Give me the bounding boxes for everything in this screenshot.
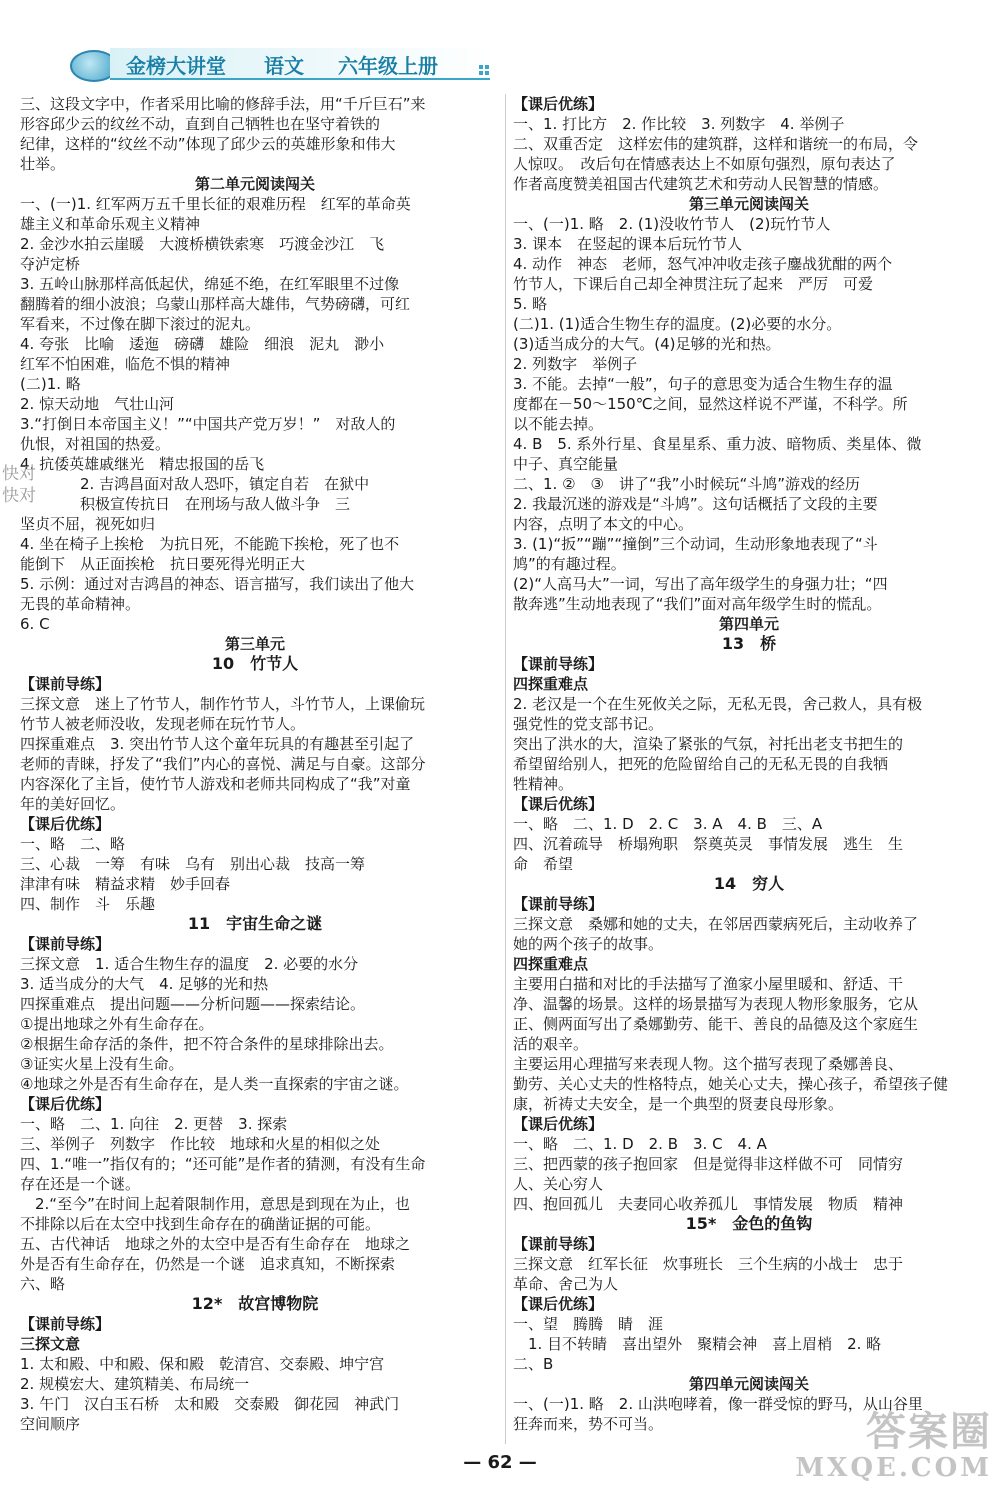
answer-line: 四、制作 斗 乐趣 <box>20 895 156 913</box>
section-tag: 【课后优练】 <box>20 1095 111 1113</box>
answer-line: 三、把西蒙的孩子抱回家 但是觉得非这样做不可 同情穷 <box>513 1155 904 1173</box>
answer-line: 3. (1)“扳”“蹦”“撞倒”三个动词，生动形象地表现了“斗 <box>513 535 878 553</box>
answer-line: 强党性的党支部书记。 <box>513 715 664 733</box>
answer-line: 四、抱回孤儿 夫妻同心收养孤儿 事情发展 物质 精神 <box>513 1195 904 1213</box>
answer-line: 突出了洪水的大，渲染了紧张的气氛，衬托出老支书把生的 <box>513 735 904 753</box>
answer-line: 翻腾着的细小波浪；乌蒙山那样高大雄伟，气势磅礴，可红 <box>20 295 411 313</box>
answer-line: 三探文意 红军长征 炊事班长 三个生病的小战士 忠于 <box>513 1255 904 1273</box>
grade-name: 六年级上册 <box>338 54 438 78</box>
section-tag: 【课后优练】 <box>513 1115 604 1133</box>
answer-line: 二、双重否定 这样宏伟的建筑群，这样和谐统一的布局，令 <box>513 135 919 153</box>
answer-line: 竹节人被老师没收，发现老师在玩竹节人。 <box>20 715 306 733</box>
answer-line: 勤劳、关心丈夫的性格特点，她关心丈夫，操心孩子，希望孩子健 <box>513 1075 949 1093</box>
answer-line: (2)“人高马大”一词，写出了高年级学生的身强力壮；“四 <box>513 575 888 593</box>
answer-line: 四、沉着疏导 桥塌殉职 祭奠英灵 事情发展 逃生 生 <box>513 835 904 853</box>
answer-line: 人、关心穷人 <box>513 1175 604 1193</box>
answer-line: 一、(一)1. 红军两万五千里长征的艰难历程 红军的革命英 <box>20 195 411 213</box>
answer-line: 红军不怕困难，临危不惧的精神 <box>20 355 231 373</box>
section-heading: 第三单元 <box>224 635 285 653</box>
answer-line: ②根据生命存活的条件，把不符合条件的星球排除出去。 <box>20 1035 394 1053</box>
answer-line: 以不能去掉。 <box>513 415 604 433</box>
answer-line: 三、举例子 列数字 作比较 地球和火星的相似之处 <box>20 1135 381 1153</box>
lesson-title: 15* 金色的鱼钩 <box>685 1214 813 1233</box>
answer-line: 年的美好回忆。 <box>20 795 126 813</box>
answer-line: 3. 午门 汉白玉石桥 太和殿 交泰殿 御花园 神武门 <box>20 1395 400 1413</box>
answer-line: 军看来，不过像在脚下滚过的泥丸。 <box>20 315 261 333</box>
answer-line: 坚贞不屈，视死如归 <box>20 515 156 533</box>
answer-line: 人惊叹。 改后句在情感表达上不如原句强烈，原句表达了 <box>513 155 896 173</box>
lesson-title: 10 竹节人 <box>211 654 299 673</box>
answer-line: 空间顺序 <box>20 1415 81 1433</box>
column-divider <box>505 94 506 1444</box>
answer-line: 3.“打倒日本帝国主义！”“中国共产党万岁！” 对敌人的 <box>20 415 396 433</box>
answer-line: 外是否有生命存在，仍然是一个谜 追求真知，不断探索 <box>20 1255 396 1273</box>
answer-line: ④地球之外是否有生命存在，是人类一直探索的宇宙之谜。 <box>20 1075 409 1093</box>
answer-line: 命 希望 <box>513 855 574 873</box>
subject-name: 语文 <box>264 54 304 78</box>
answer-line: 中子、真空能量 <box>513 455 619 473</box>
answer-line: 1. 目不转睛 喜出望外 聚精会神 喜上眉梢 2. 略 <box>513 1335 882 1353</box>
section-tag: 【课后优练】 <box>513 95 604 113</box>
answer-line: 仇恨，对祖国的热爱。 <box>20 435 171 453</box>
answer-line: 一、略 二、1. D 2. C 3. A 4. B 三、A <box>513 815 823 833</box>
answer-line: 一、(一)1. 略 2. 山洪咆哮着，像一群受惊的野马，从山谷里 <box>513 1395 923 1413</box>
section-tag: 【课后优练】 <box>513 1295 604 1313</box>
section-tag: 【课后优练】 <box>20 815 111 833</box>
answer-line: 5. 示例：通过对吉鸿昌的神态、语言描写，我们读出了他大 <box>20 575 415 593</box>
answer-line: 正、侧两面写出了桑娜勤劳、能干、善良的品德及这个家庭生 <box>513 1015 919 1033</box>
answer-line: 一、略 二、略 <box>20 835 126 853</box>
answer-line: 一、略 二、1. D 2. B 3. C 4. A <box>513 1135 767 1153</box>
answer-line: 活的艰辛。 <box>513 1035 589 1053</box>
section-tag: 【课前导练】 <box>20 935 111 953</box>
brand-name: 金榜大讲堂 <box>126 54 226 78</box>
answer-line: 五、古代神话 地球之外的太空中是否有生命存在 地球之 <box>20 1235 411 1253</box>
answer-line: 2.“至今”在时间上起着限制作用，意思是到现在为止，也 <box>20 1195 410 1213</box>
section-tag: 【课前导练】 <box>513 1235 604 1253</box>
answer-line: 纪律，这样的“纹丝不动”体现了邱少云的英雄形象和伟大 <box>20 135 396 153</box>
section-tag: 【课前导练】 <box>20 1315 111 1333</box>
answer-line: 三探文意 桑娜和她的丈夫，在邻居西蒙病死后，主动收养了 <box>513 915 919 933</box>
answer-line: 津津有味 精益求精 妙手回春 <box>20 875 231 893</box>
answer-line: 老师的青睐，抒发了“我们”内心的喜悦、满足与自豪。这部分 <box>20 755 426 773</box>
answer-line: 无畏的革命精神。 <box>20 595 141 613</box>
answer-line: 4. B 5. 系外行星、食星星系、重力波、暗物质、类星体、微 <box>513 435 922 453</box>
page-header <box>62 44 492 84</box>
answer-line: 3. 五岭山脉那样高低起伏，绵延不绝，在红军眼里不过像 <box>20 275 400 293</box>
answer-line: 2. 列数字 举例子 <box>513 355 638 373</box>
section-heading: 第四单元阅读闯关 <box>688 1375 809 1393</box>
answer-line: 作者高度赞美祖国古代建筑艺术和劳动人民智慧的情感。 <box>513 175 889 193</box>
section-tag: 【课前导练】 <box>513 655 604 673</box>
answer-line: 6. C <box>20 615 50 633</box>
answer-line: 她的两个孩子的故事。 <box>513 935 664 953</box>
answer-line: 内容，点明了本文的中心。 <box>513 515 694 533</box>
answer-line: 三探文意 迷上了竹节人，制作竹节人，斗竹节人，上课偷玩 <box>20 695 426 713</box>
app-stamp <box>2 463 36 507</box>
answer-line: 一、(一)1. 略 2. (1)没收竹节人 (2)玩竹节人 <box>513 215 831 233</box>
header-title-strip <box>110 48 490 80</box>
section-heading: 第三单元阅读闯关 <box>688 195 809 213</box>
answer-line: 夺泸定桥 <box>20 255 81 273</box>
answer-line: 牲精神。 <box>513 775 574 793</box>
answer-line: 一、望 腾腾 睛 涯 <box>513 1315 664 1333</box>
answer-line: ③证实火星上没有生命。 <box>20 1055 184 1073</box>
answer-line: 康，祈祷丈夫安全，是一个典型的贤妻良母形象。 <box>513 1095 844 1113</box>
lesson-title: 12* 故宫博物院 <box>191 1294 319 1313</box>
answer-line: 革命、舍己为人 <box>513 1275 619 1293</box>
answer-line: 散奔逃”生动地表现了“我们”面对高年级学生时的慌乱。 <box>513 595 882 613</box>
answer-line: 3. 课本 在竖起的课本后玩竹节人 <box>513 235 743 253</box>
answer-line: 狂奔而来，势不可当。 <box>513 1415 664 1433</box>
answer-line: 六、略 <box>20 1275 66 1293</box>
answer-line: 四探重难点 3. 突出竹节人这个童年玩具的有趣甚至引起了 <box>20 735 415 753</box>
answer-line: 2. 惊天动地 气壮山河 <box>20 395 175 413</box>
section-tag: 【课前导练】 <box>513 895 604 913</box>
page-number: — 62 — <box>463 1452 537 1473</box>
answer-line: 一、1. 打比方 2. 作比较 3. 列数字 4. 举例子 <box>513 115 845 133</box>
answer-line: ①提出地球之外有生命存在。 <box>20 1015 214 1033</box>
answer-line: 净、温馨的场景。这样的场景描写为表现人物形象服务，它从 <box>513 995 919 1013</box>
answer-line: 一、略 二、1. 向往 2. 更替 3. 探索 <box>20 1115 288 1133</box>
stamp-line: 快对 <box>2 486 36 506</box>
site-watermark <box>795 1410 992 1482</box>
answer-line: (3)适当成分的大气。(4)足够的光和热。 <box>513 335 781 353</box>
lesson-title: 13 桥 <box>721 634 777 653</box>
answer-line: 2. 我最沉迷的游戏是“斗鸠”。这句话概括了文段的主要 <box>513 495 878 513</box>
answer-line: 三、心裁 一筹 有味 乌有 别出心裁 技高一筹 <box>20 855 366 873</box>
answer-line: 5. 略 <box>513 295 548 313</box>
stamp-line: 快对 <box>2 464 36 484</box>
header-dots-icon <box>478 64 492 74</box>
answer-line: 2. 老汉是一个在生死攸关之际，无私无畏，舍己救人，具有极 <box>513 695 923 713</box>
answer-line: 主要运用心理描写来表现人物。这个描写表现了桑娜善良、 <box>513 1055 904 1073</box>
answer-line: 二、B <box>513 1355 554 1373</box>
answer-line: 存在还是一个谜。 <box>20 1175 141 1193</box>
answer-line: 主要用白描和对比的手法描写了渔家小屋里暖和、舒适、干 <box>513 975 904 993</box>
section-tag: 【课前导练】 <box>20 675 111 693</box>
section-tag: 【课后优练】 <box>513 795 604 813</box>
watermark-url: MXQE.COM <box>795 1453 992 1483</box>
answer-line: 3. 不能。去掉“一般”，句子的意思变为适合生物生存的温 <box>513 375 893 393</box>
section-tag: 四探重难点 <box>513 675 589 693</box>
answer-line: 竹节人，下课后自己却全神贯注玩了起来 严厉 可爱 <box>513 275 874 293</box>
lesson-title: 14 穷人 <box>713 874 785 893</box>
answer-line: 4. 夸张 比喻 逶迤 磅礴 雄险 细浪 泥丸 渺小 <box>20 335 385 353</box>
answer-line: (二)1. (1)适合生物生存的温度。(2)必要的水分。 <box>513 315 842 333</box>
left-answer-column <box>20 94 490 1434</box>
answer-line: 四、1.“唯一”指仅有的；“还可能”是作者的猜测，有没有生命 <box>20 1155 426 1173</box>
section-heading: 第二单元阅读闯关 <box>194 175 315 193</box>
answer-line: 2. 吉鸿昌面对敌人恐吓，镇定自若 在狱中 <box>20 475 370 493</box>
answer-line: 四探重难点 提出问题——分析问题——探索结论。 <box>20 995 366 1013</box>
answer-line: 雄主义和革命乐观主义精神 <box>20 215 201 233</box>
answer-line: 4. 动作 神态 老师，怒气冲冲收走孩子鏖战犹酣的两个 <box>513 255 893 273</box>
watermark-title: 答案圈 <box>866 1408 992 1455</box>
answer-line: 4. 坐在椅子上挨枪 为抗日死，不能跪下挨枪，死了也不 <box>20 535 400 553</box>
section-heading: 第四单元 <box>718 615 779 633</box>
answer-line: 1. 太和殿、中和殿、保和殿 乾清宫、交泰殿、坤宁宫 <box>20 1355 385 1373</box>
right-answer-column <box>513 94 985 1434</box>
answer-line: 内容深化了主旨，使竹节人游戏和老师共同构成了“我”对童 <box>20 775 411 793</box>
answer-line: 4. 抗倭英雄戚继光 精忠报国的岳飞 <box>20 455 265 473</box>
answer-line: 鸠”的有趣过程。 <box>513 555 626 573</box>
section-tag: 四探重难点 <box>513 955 589 973</box>
answer-line: 2. 规模宏大、建筑精美、布局统一 <box>20 1375 250 1393</box>
answer-line: 2. 金沙水拍云崖暖 大渡桥横铁索寒 巧渡金沙江 飞 <box>20 235 385 253</box>
answer-line: 三探文意 1. 适合生物生存的温度 2. 必要的水分 <box>20 955 359 973</box>
answer-line: 积极宣传抗日 在刑场与敌人做斗争 三 <box>20 495 351 513</box>
answer-line: 三、这段文字中，作者采用比喻的修辞手法，用“千斤巨石”来 <box>20 95 426 113</box>
answer-line: 3. 适当成分的大气 4. 足够的光和热 <box>20 975 269 993</box>
answer-line: 不排除以后在太空中找到生命存在的确凿证据的可能。 <box>20 1215 381 1233</box>
answer-line: 度都在－50～150℃之间，显然这样说不严谨，不科学。所 <box>513 395 908 413</box>
answer-line: 形容邱少云的纹丝不动，直到自己牺牲也在坚守着铁的 <box>20 115 381 133</box>
section-tag: 三探文意 <box>20 1335 81 1353</box>
answer-line: 希望留给别人，把死的危险留给自己的无私无畏的自我牺 <box>513 755 889 773</box>
answer-line: 壮举。 <box>20 155 66 173</box>
answer-line: (二)1. 略 <box>20 375 81 393</box>
answer-line: 二、1. ② ③ 讲了“我”小时候玩“斗鸠”游戏的经历 <box>513 475 861 493</box>
lesson-title: 11 宇宙生命之谜 <box>187 914 323 933</box>
answer-line: 能倒下 从正面挨枪 抗日要死得光明正大 <box>20 555 306 573</box>
